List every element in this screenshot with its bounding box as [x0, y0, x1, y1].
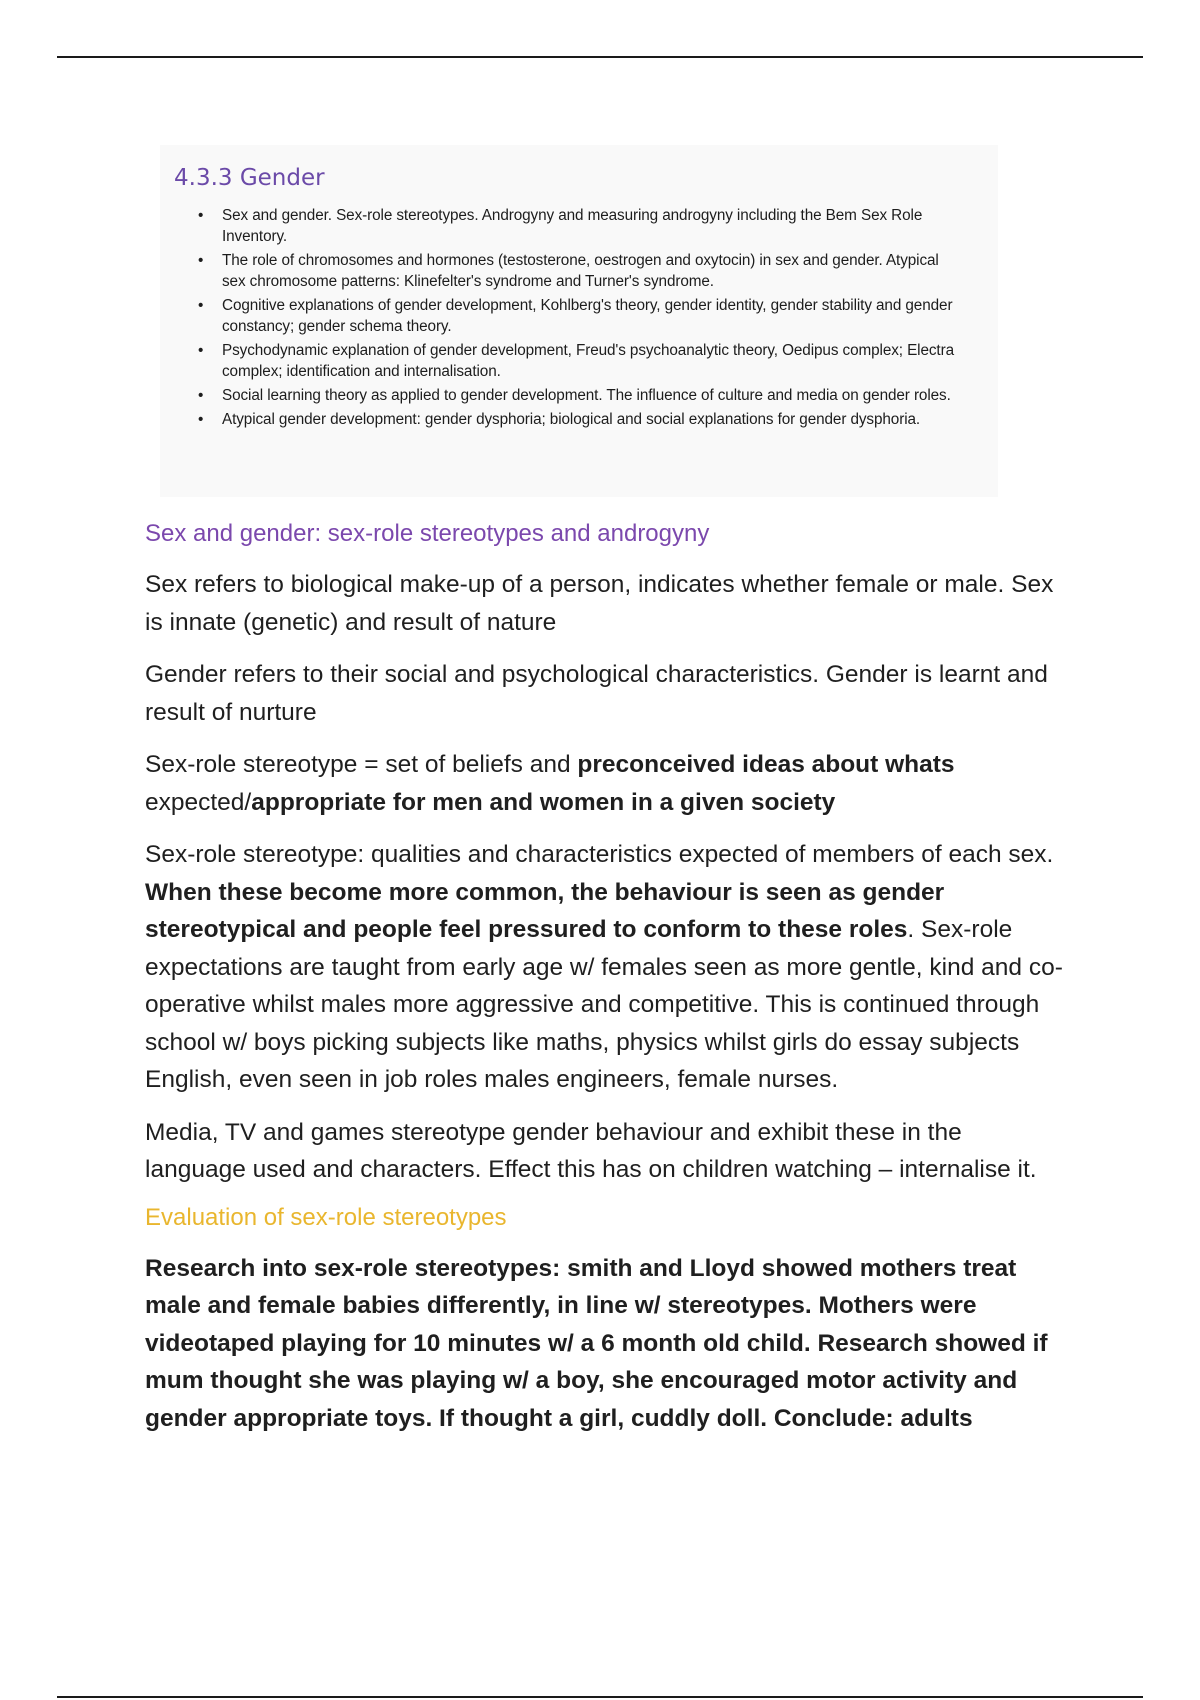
section-heading-sex-and-gender: Sex and gender: sex-role stereotypes and androgyny — [145, 520, 710, 547]
section-heading-evaluation: Evaluation of sex-role stereotypes — [145, 1203, 507, 1231]
footer-rule — [57, 1696, 1143, 1698]
spec-item: • Cognitive explanations of gender development, Kohlberg's theory, gender identity, gender stability and gender constancy; gender schema theory. — [198, 297, 953, 335]
bullet-icon: • — [198, 342, 204, 359]
paragraph-stereotype-definition: Sex-role stereotype = set of beliefs and preconceived ideas about whats expected/appropriate for men and women in a given society — [145, 751, 955, 816]
spec-item: • Sex and gender. Sex-role stereotypes. Androgyny and measuring androgyny including the Bem Sex Role Inventory. — [198, 207, 923, 245]
bullet-icon: • — [198, 207, 204, 224]
document-body — [145, 516, 1065, 1452]
paragraph-media: Media, TV and games stereotype gender behaviour and exhibit these in the language used and characters. Effect this has on children watching – internalise it. — [145, 1118, 1037, 1183]
spec-item: • Psychodynamic explanation of gender development, Freud's psychoanalytic theory, Oedipus complex; Electra complex; identification and internalisation. — [198, 342, 954, 380]
spec-item: • The role of chromosomes and hormones (testosterone, oestrogen and oxytocin) in sex and gender. Atypical sex chromosome patterns: Klinefelter's syndrome and Turner's syndrome. — [198, 252, 939, 290]
paragraph-stereotype-qualities: Sex-role stereotype: qualities and characteristics expected of members of each sex. When these become more common, the behaviour is seen as gender stereotypical and people feel pressured to conform to these roles. Sex-role expectations are taught from early age w/ females seen as more gentle, kind and co-operative whilst males more aggressive and competitive. This is continued through school w/ boys picking subjects like maths, physics whilst girls do essay subjects English, even seen in job roles males engineers, female nurses. — [145, 841, 1063, 1093]
spec-heading: 4.3.3 Gender — [174, 165, 325, 191]
paragraph-gender-definition: Gender refers to their social and psychological characteristics. Gender is learnt and result of nurture — [145, 661, 1048, 726]
bullet-icon: • — [198, 387, 204, 404]
specification-image — [160, 145, 998, 497]
spec-list — [174, 205, 984, 430]
bullet-icon: • — [198, 252, 204, 269]
bullet-icon: • — [198, 297, 204, 314]
spec-item: • Social learning theory as applied to gender development. The influence of culture and media on gender roles. — [198, 387, 951, 404]
header-rule — [57, 56, 1143, 58]
paragraph-sex-definition: Sex refers to biological make-up of a person, indicates whether female or male. Sex is innate (genetic) and result of nature — [145, 571, 1054, 636]
spec-item: • Atypical gender development: gender dysphoria; biological and social explanations for gender dysphoria. — [198, 411, 921, 428]
bullet-icon: • — [198, 411, 204, 428]
paragraph-research: Research into sex-role stereotypes: smith and Lloyd showed mothers treat male and female babies differently, in line w/ stereotypes. Mothers were videotaped playing for 10 minutes w/ a 6 month old child. Research showed if mum thought she was playing w/ a boy, she encouraged motor activity and gender appropriate toys. If thought a girl, cuddly doll. Conclude: adults — [145, 1254, 1048, 1432]
